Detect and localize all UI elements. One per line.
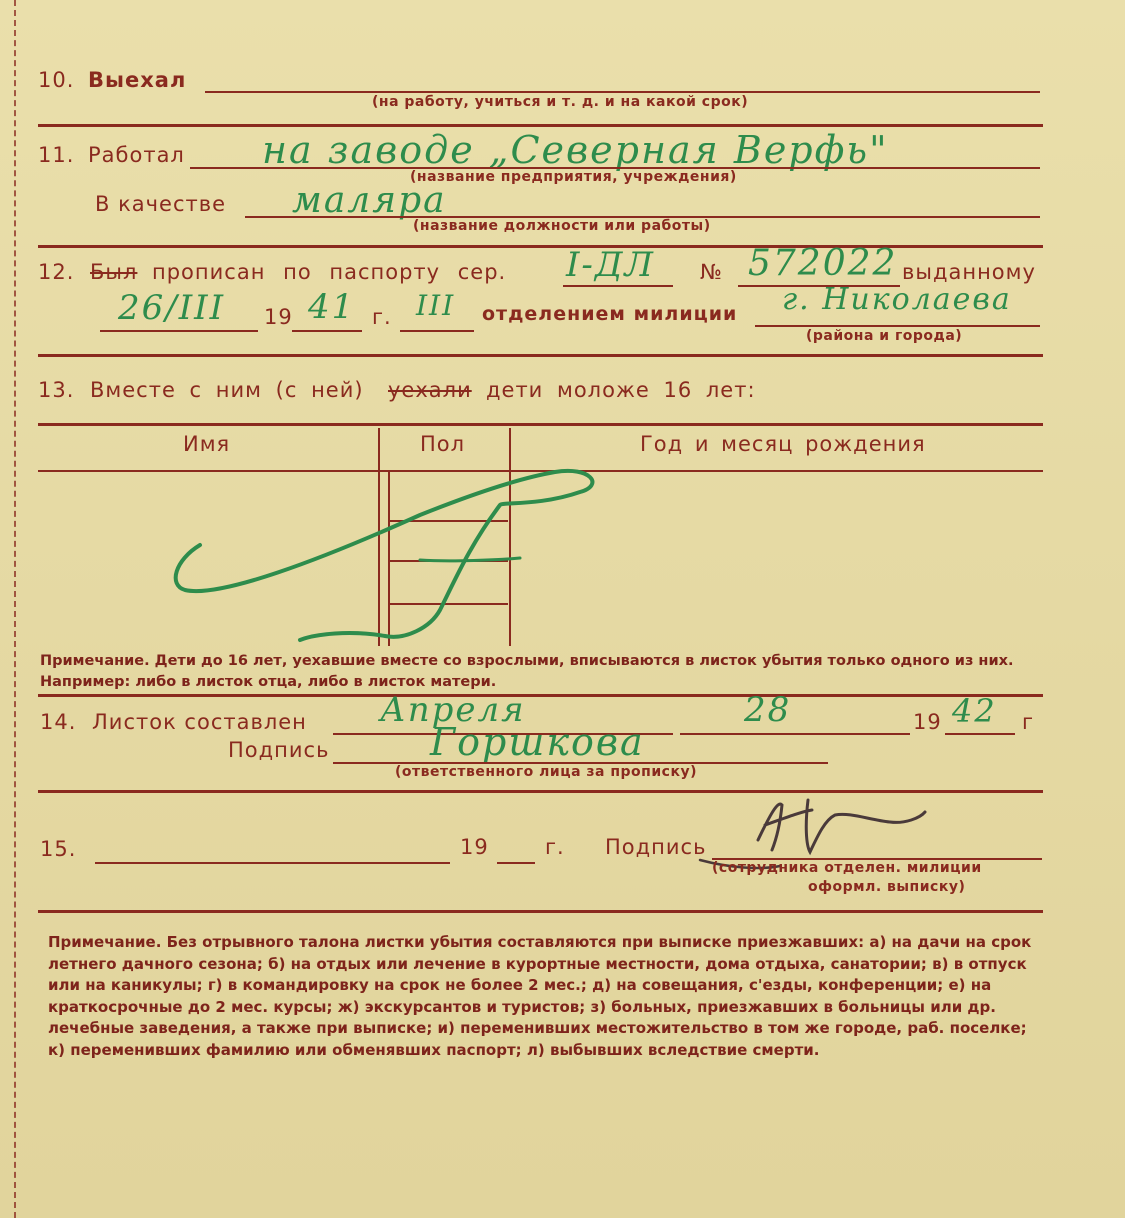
section12-text: прописан по паспорту сер. <box>152 260 507 284</box>
section12-no-label: № <box>700 260 723 284</box>
section14-label: Листок составлен <box>92 710 307 734</box>
section11-caption: (название предприятия, учреждения) <box>410 169 737 185</box>
section12-passport-number: 572022 <box>748 243 898 284</box>
section12-year-prefix: 19 <box>264 305 293 329</box>
section12-date: 26/III <box>118 288 226 328</box>
section10-caption: (на работу, учиться и т. д. и на какой срок) <box>372 94 749 110</box>
section10-number: 10. <box>38 68 75 92</box>
section15-year-suffix: г. <box>545 835 565 859</box>
separator-15 <box>38 910 1043 913</box>
section13-text-b: дети моложе 16 лет: <box>486 378 756 402</box>
section13-note: Примечание. Дети до 16 лет, уехавшие вместе со взрослыми, вписываются в листок убытия только одного из них. Например: либо в листок отца, либо в листок матери. <box>40 653 1014 690</box>
section11-handwritten-role: маляра <box>292 180 447 221</box>
section10-label: Выехал <box>88 68 187 92</box>
section12-year: 41 <box>308 287 356 327</box>
footer-note: Примечание. Без отрывного талона листки убытия составляются при выписке приезжавших: а) на дачи на срок летнего дачного сезона; б) на отдых или лечение в курортные местности, дома отдыха, санатории; в) в отпуск или на каникулы; г) в командировку на срок не более 2 мес.; д) на совещания, с'езды, конференции; е) на краткосрочные до 2 мес. курсы; ж) экскурсантов и туристов; з) больных, приезжавших в больницы или др. лечебные заведения, а также при выписке; и) переменивших местожительство в том же городе, раб. поселке; к) переменивших фамилию или обменявших паспорт; л) выбывших вследствие смерти. <box>48 933 1032 1059</box>
section13-text-a: Вместе с ним (с ней) <box>90 378 364 402</box>
section12-series: I-ДЛ <box>566 245 655 285</box>
section14-day: 28 <box>744 690 792 730</box>
section12-caption: (района и города) <box>806 328 963 344</box>
section15-number: 15. <box>40 837 77 861</box>
section14-number: 14. <box>40 710 77 734</box>
section11-handwritten-workplace: на заводе „Северная Верфь" <box>262 128 889 172</box>
section11-role-caption: (название должности или работы) <box>413 218 711 234</box>
section14-year: 42 <box>952 692 997 730</box>
section14-signature: Горшкова <box>430 720 645 764</box>
section13-struck-word: уехали <box>388 378 472 402</box>
section12-struck-word: Был <box>90 260 138 284</box>
section12-issued-label: выданному <box>902 260 1036 284</box>
section15-signature-label: Подпись <box>605 835 707 859</box>
section14-month: Апреля <box>380 690 526 730</box>
section14-signature-label: Подпись <box>228 738 330 762</box>
section15-signature-caption-1: (сотрудника отделен. милиции <box>712 860 982 876</box>
table-header-name: Имя <box>183 432 231 456</box>
section15-year-prefix: 19 <box>460 835 489 859</box>
section12-number: 12. <box>38 260 75 284</box>
section11-number: 11. <box>38 143 75 167</box>
section11-role-label: В качестве <box>95 192 227 216</box>
section12-city: г. Николаева <box>782 282 1012 317</box>
section14-signature-caption: (ответственного лица за прописку) <box>395 764 697 780</box>
section12-dept: III <box>416 289 456 322</box>
section14-year-suffix: г <box>1022 710 1035 734</box>
table-header-sex: Пол <box>420 432 466 456</box>
section14-year-prefix: 19 <box>913 710 942 734</box>
section12-dept-label: отделением милиции <box>482 303 738 325</box>
section11-label: Работал <box>88 143 185 167</box>
section15-signature-caption-2: оформл. выписку) <box>808 879 966 895</box>
table-header-birth: Год и месяц рождения <box>640 432 926 456</box>
section12-year-suffix: г. <box>372 305 392 329</box>
section13-number: 13. <box>38 378 75 402</box>
